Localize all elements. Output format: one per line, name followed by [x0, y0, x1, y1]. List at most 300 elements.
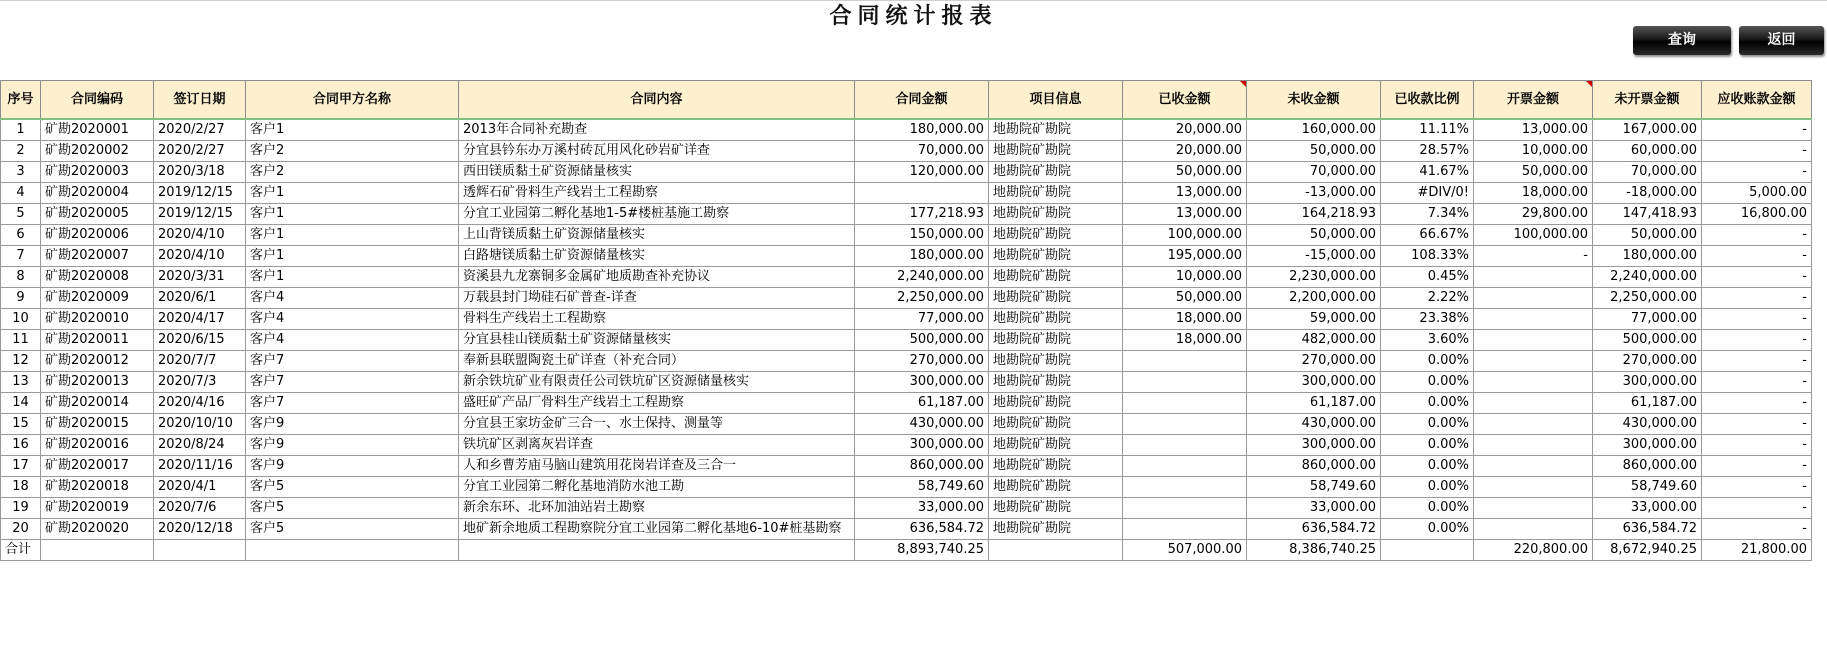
- cell-receivable[interactable]: -: [1702, 309, 1812, 330]
- cell-date[interactable]: 2020/3/31: [154, 267, 246, 288]
- cell-ratio[interactable]: 108.33%: [1381, 246, 1474, 267]
- table-row[interactable]: [1, 141, 1812, 162]
- cell-received[interactable]: [1123, 477, 1247, 498]
- cell-party[interactable]: 客户7: [246, 393, 459, 414]
- table-row[interactable]: [1, 372, 1812, 393]
- cell-party[interactable]: 客户9: [246, 414, 459, 435]
- cell-date[interactable]: 2020/6/15: [154, 330, 246, 351]
- cell-invoiced[interactable]: 18,000.00: [1474, 183, 1593, 204]
- cell-receivable[interactable]: -: [1702, 477, 1812, 498]
- cell-ratio[interactable]: 0.45%: [1381, 267, 1474, 288]
- cell-uninvoiced[interactable]: 300,000.00: [1593, 435, 1702, 456]
- cell-received[interactable]: [1123, 435, 1247, 456]
- cell-unreceived[interactable]: 61,187.00: [1247, 393, 1381, 414]
- cell-date[interactable]: 2020/7/3: [154, 372, 246, 393]
- cell-amount[interactable]: 120,000.00: [855, 162, 989, 183]
- cell-project[interactable]: 地勘院矿勘院: [989, 162, 1123, 183]
- cell-no[interactable]: 8: [1, 267, 41, 288]
- cell-received[interactable]: 18,000.00: [1123, 309, 1247, 330]
- table-row[interactable]: [1, 119, 1812, 141]
- cell-project[interactable]: 地勘院矿勘院: [989, 288, 1123, 309]
- cell-receivable[interactable]: -: [1702, 225, 1812, 246]
- cell-no[interactable]: 1: [1, 119, 41, 141]
- cell-date[interactable]: 2020/7/7: [154, 351, 246, 372]
- cell-amount[interactable]: 58,749.60: [855, 477, 989, 498]
- cell-date[interactable]: 2020/2/27: [154, 119, 246, 141]
- cell-project[interactable]: 地勘院矿勘院: [989, 393, 1123, 414]
- cell-content[interactable]: 铁坑矿区剥离灰岩详查: [459, 435, 855, 456]
- col-header-ratio: 已收款比例: [1381, 81, 1474, 120]
- cell-date[interactable]: 2019/12/15: [154, 183, 246, 204]
- cell-content[interactable]: 2013年合同补充勘查: [459, 119, 855, 141]
- cell-receivable[interactable]: -: [1702, 330, 1812, 351]
- cell-amount[interactable]: 177,218.93: [855, 204, 989, 225]
- cell-code[interactable]: 矿勘2020017: [41, 456, 154, 477]
- cell-amount[interactable]: 2,240,000.00: [855, 267, 989, 288]
- cell-uninvoiced[interactable]: 61,187.00: [1593, 393, 1702, 414]
- cell-code[interactable]: 矿勘2020003: [41, 162, 154, 183]
- cell-unreceived[interactable]: 58,749.60: [1247, 477, 1381, 498]
- cell-ratio[interactable]: #DIV/0!: [1381, 183, 1474, 204]
- table-row[interactable]: [1, 414, 1812, 435]
- cell-received[interactable]: [1123, 456, 1247, 477]
- cell-code[interactable]: 矿勘2020005: [41, 204, 154, 225]
- cell-unreceived[interactable]: 164,218.93: [1247, 204, 1381, 225]
- cell-unreceived[interactable]: 430,000.00: [1247, 414, 1381, 435]
- cell-uninvoiced[interactable]: 50,000.00: [1593, 225, 1702, 246]
- cell-uninvoiced[interactable]: 300,000.00: [1593, 372, 1702, 393]
- total-row: [1, 540, 1812, 561]
- table-body: [1, 119, 1812, 561]
- total-receivable: 21,800.00: [1702, 540, 1812, 561]
- cell-uninvoiced[interactable]: 270,000.00: [1593, 351, 1702, 372]
- cell-ratio[interactable]: 0.00%: [1381, 477, 1474, 498]
- cell-receivable[interactable]: -: [1702, 435, 1812, 456]
- cell-no[interactable]: 15: [1, 414, 41, 435]
- cell-invoiced[interactable]: [1474, 372, 1593, 393]
- cell-party[interactable]: 客户5: [246, 498, 459, 519]
- table-row[interactable]: [1, 162, 1812, 183]
- page-title: 合同统计报表: [829, 4, 998, 29]
- back-button[interactable]: 返回: [1739, 26, 1824, 55]
- cell-invoiced[interactable]: [1474, 519, 1593, 540]
- cell-invoiced[interactable]: [1474, 435, 1593, 456]
- cell-unreceived[interactable]: 33,000.00: [1247, 498, 1381, 519]
- cell-project[interactable]: 地勘院矿勘院: [989, 498, 1123, 519]
- cell-uninvoiced[interactable]: 180,000.00: [1593, 246, 1702, 267]
- cell-no[interactable]: 19: [1, 498, 41, 519]
- cell-date[interactable]: 2020/6/1: [154, 288, 246, 309]
- cell-party[interactable]: 客户1: [246, 225, 459, 246]
- cell-uninvoiced[interactable]: 60,000.00: [1593, 141, 1702, 162]
- cell-no[interactable]: 4: [1, 183, 41, 204]
- total-empty-cell: [246, 540, 459, 561]
- cell-invoiced[interactable]: [1474, 330, 1593, 351]
- cell-amount[interactable]: 300,000.00: [855, 372, 989, 393]
- cell-no[interactable]: 10: [1, 309, 41, 330]
- cell-party[interactable]: 客户4: [246, 330, 459, 351]
- cell-unreceived[interactable]: 160,000.00: [1247, 119, 1381, 141]
- total-empty-cell: [41, 540, 154, 561]
- cell-invoiced[interactable]: -: [1474, 246, 1593, 267]
- cell-code[interactable]: 矿勘2020012: [41, 351, 154, 372]
- cell-ratio[interactable]: 41.67%: [1381, 162, 1474, 183]
- query-button[interactable]: 查询: [1633, 26, 1731, 55]
- cell-project[interactable]: 地勘院矿勘院: [989, 330, 1123, 351]
- cell-receivable[interactable]: -: [1702, 162, 1812, 183]
- cell-invoiced[interactable]: [1474, 477, 1593, 498]
- cell-content[interactable]: 分宜县王家坊金矿三合一、水土保持、测量等: [459, 414, 855, 435]
- total-unreceived: 8,386,740.25: [1247, 540, 1381, 561]
- cell-party[interactable]: 客户9: [246, 456, 459, 477]
- table-row[interactable]: [1, 435, 1812, 456]
- cell-amount[interactable]: 2,250,000.00: [855, 288, 989, 309]
- cell-project[interactable]: 地勘院矿勘院: [989, 141, 1123, 162]
- table-row[interactable]: [1, 288, 1812, 309]
- cell-code[interactable]: 矿勘2020001: [41, 119, 154, 141]
- cell-uninvoiced[interactable]: 58,749.60: [1593, 477, 1702, 498]
- cell-project[interactable]: 地勘院矿勘院: [989, 456, 1123, 477]
- cell-party[interactable]: 客户4: [246, 309, 459, 330]
- cell-invoiced[interactable]: 50,000.00: [1474, 162, 1593, 183]
- cell-received[interactable]: [1123, 498, 1247, 519]
- cell-received[interactable]: 13,000.00: [1123, 204, 1247, 225]
- cell-amount[interactable]: 860,000.00: [855, 456, 989, 477]
- cell-content[interactable]: 白路塘镁质黏土矿资源储量核实: [459, 246, 855, 267]
- cell-uninvoiced[interactable]: 33,000.00: [1593, 498, 1702, 519]
- cell-receivable[interactable]: -: [1702, 519, 1812, 540]
- cell-content[interactable]: 上山背镁质黏土矿资源储量核实: [459, 225, 855, 246]
- cell-party[interactable]: 客户7: [246, 351, 459, 372]
- cell-no[interactable]: 13: [1, 372, 41, 393]
- cell-invoiced[interactable]: [1474, 309, 1593, 330]
- cell-unreceived[interactable]: 270,000.00: [1247, 351, 1381, 372]
- cell-uninvoiced[interactable]: -18,000.00: [1593, 183, 1702, 204]
- cell-code[interactable]: 矿勘2020011: [41, 330, 154, 351]
- table-row[interactable]: [1, 351, 1812, 372]
- cell-content[interactable]: 新余铁坑矿业有限责任公司铁坑矿区资源储量核实: [459, 372, 855, 393]
- cell-no[interactable]: 3: [1, 162, 41, 183]
- cell-received[interactable]: [1123, 519, 1247, 540]
- cell-uninvoiced[interactable]: 500,000.00: [1593, 330, 1702, 351]
- cell-no[interactable]: 16: [1, 435, 41, 456]
- cell-invoiced[interactable]: 13,000.00: [1474, 119, 1593, 141]
- top-border: [0, 0, 1827, 1]
- cell-date[interactable]: 2019/12/15: [154, 204, 246, 225]
- cell-unreceived[interactable]: 300,000.00: [1247, 435, 1381, 456]
- cell-project[interactable]: 地勘院矿勘院: [989, 183, 1123, 204]
- cell-date[interactable]: 2020/4/16: [154, 393, 246, 414]
- cell-no[interactable]: 5: [1, 204, 41, 225]
- cell-ratio[interactable]: 0.00%: [1381, 435, 1474, 456]
- cell-content[interactable]: 透辉石矿骨料生产线岩土工程勘察: [459, 183, 855, 204]
- cell-invoiced[interactable]: 29,800.00: [1474, 204, 1593, 225]
- cell-content[interactable]: 分宜县桂山镁质黏土矿资源储量核实: [459, 330, 855, 351]
- cell-ratio[interactable]: 0.00%: [1381, 456, 1474, 477]
- cell-project[interactable]: 地勘院矿勘院: [989, 225, 1123, 246]
- cell-receivable[interactable]: -: [1702, 246, 1812, 267]
- total-label: 合计: [1, 540, 41, 561]
- cell-party[interactable]: 客户5: [246, 519, 459, 540]
- cell-unreceived[interactable]: 2,230,000.00: [1247, 267, 1381, 288]
- cell-party[interactable]: 客户1: [246, 204, 459, 225]
- cell-code[interactable]: 矿勘2020015: [41, 414, 154, 435]
- cell-code[interactable]: 矿勘2020014: [41, 393, 154, 414]
- cell-uninvoiced[interactable]: 147,418.93: [1593, 204, 1702, 225]
- cell-received[interactable]: 10,000.00: [1123, 267, 1247, 288]
- cell-project[interactable]: 地勘院矿勘院: [989, 246, 1123, 267]
- cell-unreceived[interactable]: 50,000.00: [1247, 141, 1381, 162]
- cell-date[interactable]: 2020/3/18: [154, 162, 246, 183]
- cell-unreceived[interactable]: 300,000.00: [1247, 372, 1381, 393]
- cell-unreceived[interactable]: 482,000.00: [1247, 330, 1381, 351]
- cell-project[interactable]: 地勘院矿勘院: [989, 204, 1123, 225]
- cell-invoiced[interactable]: [1474, 393, 1593, 414]
- table-row[interactable]: [1, 309, 1812, 330]
- cell-ratio[interactable]: 11.11%: [1381, 119, 1474, 141]
- cell-code[interactable]: 矿勘2020019: [41, 498, 154, 519]
- cell-receivable[interactable]: -: [1702, 456, 1812, 477]
- table-row[interactable]: [1, 498, 1812, 519]
- cell-unreceived[interactable]: 636,584.72: [1247, 519, 1381, 540]
- cell-received[interactable]: [1123, 372, 1247, 393]
- total-empty-cell: [989, 540, 1123, 561]
- cell-unreceived[interactable]: 59,000.00: [1247, 309, 1381, 330]
- cell-uninvoiced[interactable]: 167,000.00: [1593, 119, 1702, 141]
- cell-content[interactable]: 西田镁质黏土矿资源储量核实: [459, 162, 855, 183]
- cell-received[interactable]: 20,000.00: [1123, 141, 1247, 162]
- cell-code[interactable]: 矿勘2020016: [41, 435, 154, 456]
- cell-amount[interactable]: 77,000.00: [855, 309, 989, 330]
- cell-ratio[interactable]: 7.34%: [1381, 204, 1474, 225]
- cell-content[interactable]: 奉新县联盟陶瓷土矿详查（补充合同）: [459, 351, 855, 372]
- cell-uninvoiced[interactable]: 860,000.00: [1593, 456, 1702, 477]
- cell-no[interactable]: 6: [1, 225, 41, 246]
- cell-party[interactable]: 客户7: [246, 372, 459, 393]
- cell-code[interactable]: 矿勘2020006: [41, 225, 154, 246]
- cell-amount[interactable]: 150,000.00: [855, 225, 989, 246]
- cell-amount[interactable]: [855, 183, 989, 204]
- cell-amount[interactable]: 430,000.00: [855, 414, 989, 435]
- cell-date[interactable]: 2020/10/10: [154, 414, 246, 435]
- cell-amount[interactable]: 180,000.00: [855, 246, 989, 267]
- cell-invoiced[interactable]: [1474, 456, 1593, 477]
- cell-no[interactable]: 18: [1, 477, 41, 498]
- cell-date[interactable]: 2020/11/16: [154, 456, 246, 477]
- cell-receivable[interactable]: -: [1702, 414, 1812, 435]
- cell-received[interactable]: 100,000.00: [1123, 225, 1247, 246]
- cell-ratio[interactable]: 28.57%: [1381, 141, 1474, 162]
- cell-date[interactable]: 2020/4/17: [154, 309, 246, 330]
- table-row[interactable]: [1, 267, 1812, 288]
- cell-invoiced[interactable]: [1474, 351, 1593, 372]
- cell-date[interactable]: 2020/4/10: [154, 246, 246, 267]
- cell-code[interactable]: 矿勘2020018: [41, 477, 154, 498]
- cell-project[interactable]: 地勘院矿勘院: [989, 309, 1123, 330]
- total-empty-cell: [1381, 540, 1474, 561]
- cell-code[interactable]: 矿勘2020010: [41, 309, 154, 330]
- cell-no[interactable]: 20: [1, 519, 41, 540]
- cell-project[interactable]: 地勘院矿勘院: [989, 414, 1123, 435]
- cell-ratio[interactable]: 0.00%: [1381, 372, 1474, 393]
- cell-no[interactable]: 9: [1, 288, 41, 309]
- cell-receivable[interactable]: -: [1702, 141, 1812, 162]
- cell-date[interactable]: 2020/12/18: [154, 519, 246, 540]
- cell-project[interactable]: 地勘院矿勘院: [989, 119, 1123, 141]
- cell-receivable[interactable]: 16,800.00: [1702, 204, 1812, 225]
- table-row[interactable]: [1, 204, 1812, 225]
- cell-unreceived[interactable]: 860,000.00: [1247, 456, 1381, 477]
- cell-amount[interactable]: 180,000.00: [855, 119, 989, 141]
- cell-uninvoiced[interactable]: 430,000.00: [1593, 414, 1702, 435]
- table-row[interactable]: [1, 246, 1812, 267]
- cell-received[interactable]: 20,000.00: [1123, 119, 1247, 141]
- cell-no[interactable]: 12: [1, 351, 41, 372]
- cell-code[interactable]: 矿勘2020008: [41, 267, 154, 288]
- cell-project[interactable]: 地勘院矿勘院: [989, 372, 1123, 393]
- cell-receivable[interactable]: -: [1702, 498, 1812, 519]
- cell-amount[interactable]: 500,000.00: [855, 330, 989, 351]
- cell-invoiced[interactable]: [1474, 498, 1593, 519]
- cell-content[interactable]: 万载县封门坳硅石矿普查-详查: [459, 288, 855, 309]
- cell-code[interactable]: 矿勘2020007: [41, 246, 154, 267]
- cell-party[interactable]: 客户9: [246, 435, 459, 456]
- cell-date[interactable]: 2020/4/1: [154, 477, 246, 498]
- col-header-unreceived: 未收金额: [1247, 81, 1381, 120]
- cell-ratio[interactable]: 0.00%: [1381, 519, 1474, 540]
- cell-receivable[interactable]: -: [1702, 119, 1812, 141]
- cell-date[interactable]: 2020/4/10: [154, 225, 246, 246]
- table-row[interactable]: [1, 393, 1812, 414]
- cell-receivable[interactable]: -: [1702, 288, 1812, 309]
- table-row[interactable]: [1, 183, 1812, 204]
- cell-no[interactable]: 17: [1, 456, 41, 477]
- contract-table: [0, 80, 1812, 561]
- cell-received[interactable]: [1123, 351, 1247, 372]
- cell-project[interactable]: 地勘院矿勘院: [989, 519, 1123, 540]
- cell-content[interactable]: 分宜工业园第二孵化基地消防水池工勘: [459, 477, 855, 498]
- cell-ratio[interactable]: 0.00%: [1381, 393, 1474, 414]
- cell-content[interactable]: 地矿新余地质工程勘察院分宜工业园第二孵化基地6-10#桩基勘察: [459, 519, 855, 540]
- cell-code[interactable]: 矿勘2020009: [41, 288, 154, 309]
- cell-received[interactable]: 50,000.00: [1123, 288, 1247, 309]
- cell-amount[interactable]: 61,187.00: [855, 393, 989, 414]
- cell-uninvoiced[interactable]: 2,250,000.00: [1593, 288, 1702, 309]
- cell-no[interactable]: 2: [1, 141, 41, 162]
- cell-received[interactable]: 195,000.00: [1123, 246, 1247, 267]
- cell-receivable[interactable]: -: [1702, 267, 1812, 288]
- cell-receivable[interactable]: -: [1702, 393, 1812, 414]
- col-header-party: 合同甲方名称: [246, 81, 459, 120]
- cell-invoiced[interactable]: 100,000.00: [1474, 225, 1593, 246]
- cell-amount[interactable]: 300,000.00: [855, 435, 989, 456]
- total-invoiced: 220,800.00: [1474, 540, 1593, 561]
- cell-party[interactable]: 客户5: [246, 477, 459, 498]
- cell-party[interactable]: 客户4: [246, 288, 459, 309]
- cell-content[interactable]: 资溪县九龙寨铜多金属矿地质勘查补充协议: [459, 267, 855, 288]
- cell-party[interactable]: 客户1: [246, 183, 459, 204]
- cell-content[interactable]: 分宜县钤东办万溪村砖瓦用风化砂岩矿详查: [459, 141, 855, 162]
- cell-unreceived[interactable]: 2,200,000.00: [1247, 288, 1381, 309]
- cell-no[interactable]: 11: [1, 330, 41, 351]
- cell-received[interactable]: [1123, 414, 1247, 435]
- table-row[interactable]: [1, 225, 1812, 246]
- cell-uninvoiced[interactable]: 77,000.00: [1593, 309, 1702, 330]
- cell-invoiced[interactable]: 10,000.00: [1474, 141, 1593, 162]
- table-row[interactable]: [1, 330, 1812, 351]
- cell-received[interactable]: 13,000.00: [1123, 183, 1247, 204]
- cell-receivable[interactable]: -: [1702, 372, 1812, 393]
- cell-amount[interactable]: 636,584.72: [855, 519, 989, 540]
- cell-no[interactable]: 14: [1, 393, 41, 414]
- cell-uninvoiced[interactable]: 2,240,000.00: [1593, 267, 1702, 288]
- table-row[interactable]: [1, 477, 1812, 498]
- cell-invoiced[interactable]: [1474, 288, 1593, 309]
- cell-ratio[interactable]: 0.00%: [1381, 498, 1474, 519]
- cell-uninvoiced[interactable]: 636,584.72: [1593, 519, 1702, 540]
- cell-receivable[interactable]: -: [1702, 351, 1812, 372]
- cell-code[interactable]: 矿勘2020004: [41, 183, 154, 204]
- cell-project[interactable]: 地勘院矿勘院: [989, 267, 1123, 288]
- table-row[interactable]: [1, 456, 1812, 477]
- cell-received[interactable]: 18,000.00: [1123, 330, 1247, 351]
- cell-party[interactable]: 客户1: [246, 246, 459, 267]
- cell-received[interactable]: 50,000.00: [1123, 162, 1247, 183]
- cell-received[interactable]: [1123, 393, 1247, 414]
- cell-amount[interactable]: 270,000.00: [855, 351, 989, 372]
- cell-invoiced[interactable]: [1474, 267, 1593, 288]
- cell-unreceived[interactable]: 50,000.00: [1247, 225, 1381, 246]
- total-uninvoiced: 8,672,940.25: [1593, 540, 1702, 561]
- cell-party[interactable]: 客户1: [246, 267, 459, 288]
- cell-party[interactable]: 客户1: [246, 119, 459, 141]
- cell-party[interactable]: 客户2: [246, 162, 459, 183]
- cell-code[interactable]: 矿勘2020020: [41, 519, 154, 540]
- cell-unreceived[interactable]: -15,000.00: [1247, 246, 1381, 267]
- cell-code[interactable]: 矿勘2020013: [41, 372, 154, 393]
- cell-ratio[interactable]: 2.22%: [1381, 288, 1474, 309]
- cell-content[interactable]: 分宜工业园第二孵化基地1-5#楼桩基施工勘察: [459, 204, 855, 225]
- cell-ratio[interactable]: 0.00%: [1381, 351, 1474, 372]
- cell-project[interactable]: 地勘院矿勘院: [989, 477, 1123, 498]
- cell-content[interactable]: 骨料生产线岩土工程勘察: [459, 309, 855, 330]
- cell-ratio[interactable]: 3.60%: [1381, 330, 1474, 351]
- cell-amount[interactable]: 70,000.00: [855, 141, 989, 162]
- cell-receivable[interactable]: 5,000.00: [1702, 183, 1812, 204]
- cell-invoiced[interactable]: [1474, 414, 1593, 435]
- cell-project[interactable]: 地勘院矿勘院: [989, 351, 1123, 372]
- cell-content[interactable]: 人和乡曹芳庙马脑山建筑用花岗岩详查及三合一: [459, 456, 855, 477]
- cell-project[interactable]: 地勘院矿勘院: [989, 435, 1123, 456]
- cell-no[interactable]: 7: [1, 246, 41, 267]
- cell-party[interactable]: 客户2: [246, 141, 459, 162]
- cell-date[interactable]: 2020/7/6: [154, 498, 246, 519]
- cell-date[interactable]: 2020/2/27: [154, 141, 246, 162]
- cell-content[interactable]: 盛旺矿产品厂骨料生产线岩土工程勘察: [459, 393, 855, 414]
- cell-ratio[interactable]: 0.00%: [1381, 414, 1474, 435]
- table-row[interactable]: [1, 519, 1812, 540]
- col-header-date: 签订日期: [154, 81, 246, 120]
- cell-content[interactable]: 新余东环、北环加油站岩土勘察: [459, 498, 855, 519]
- cell-unreceived[interactable]: -13,000.00: [1247, 183, 1381, 204]
- cell-ratio[interactable]: 66.67%: [1381, 225, 1474, 246]
- cell-unreceived[interactable]: 70,000.00: [1247, 162, 1381, 183]
- cell-date[interactable]: 2020/8/24: [154, 435, 246, 456]
- cell-code[interactable]: 矿勘2020002: [41, 141, 154, 162]
- cell-amount[interactable]: 33,000.00: [855, 498, 989, 519]
- cell-uninvoiced[interactable]: 70,000.00: [1593, 162, 1702, 183]
- cell-ratio[interactable]: 23.38%: [1381, 309, 1474, 330]
